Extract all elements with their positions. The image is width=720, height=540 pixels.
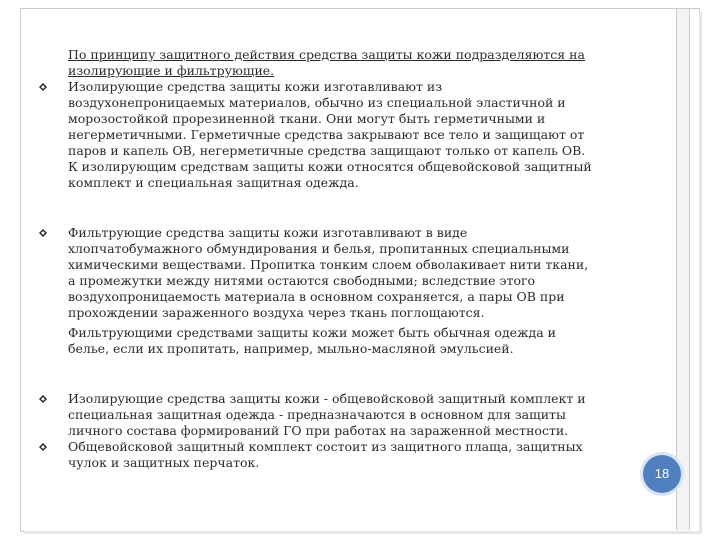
bullet-item-filtering: Фильтрующие средства защиты кожи изготавливают в виде <box>38 225 638 241</box>
text-line: воздухопроницаемость материала в основном сохраняется, а пары ОВ при <box>68 289 565 304</box>
text-line: К изолирующим средствам защиты кожи относятся общевойсковой защитный <box>68 159 592 174</box>
intro-line: изолирующие и фильтрующие. <box>68 63 275 78</box>
text-line: воздухонепроницаемых материалов, обычно из специальной эластичной и <box>68 95 566 110</box>
text-line: комплект и специальная защитная одежда. <box>68 175 359 190</box>
slide-right-bar <box>676 9 690 530</box>
text-line: а промежутки между нитями остаются свободными; вследствие этого <box>68 273 536 288</box>
text-line: белье, если их пропитать, например, мыльно-масляной эмульсией. <box>68 341 514 356</box>
text-line: Фильтрующими средствами защиты кожи может быть обычная одежда и <box>68 325 557 340</box>
slide-content <box>38 47 638 471</box>
text-line: прохождении зараженного воздуха через ткань поглощаются. <box>68 305 485 320</box>
bullet-icon <box>38 228 48 238</box>
text-line: специальная защитная одежда - предназначаются в основном для защиты <box>68 407 566 422</box>
bullet-item-kit-composition: Общевойсковой защитный комплект состоит из защитного плаща, защитных <box>38 439 638 455</box>
text-line: морозостойкой прорезиненной ткани. Они могут быть герметичными и <box>68 111 546 126</box>
bullet-item-isolating: Изолирующие средства защиты кожи изготавливают из <box>38 79 638 95</box>
text-line: химическими веществами. Пропитка тонким слоем обволакивает нити ткани, <box>68 257 589 272</box>
bullet-icon <box>38 82 48 92</box>
slide-shadow-right <box>699 12 702 532</box>
slide-shadow-bottom <box>24 531 702 534</box>
bullet-icon <box>38 394 48 404</box>
text-line: чулок и защитных перчаток. <box>68 455 260 470</box>
text-line: хлопчатобумажного обмундирования и белья, пропитанных специальными <box>68 241 570 256</box>
page-number-badge: 18 <box>643 455 681 493</box>
text-line: личного состава формирований ГО при работах на зараженной местности. <box>68 423 569 438</box>
intro-line: По принципу защитного действия средства защиты кожи подразделяются на <box>68 47 585 62</box>
text-line: паров и капель ОВ, негерметичные средства защищают только от капель ОВ. <box>68 143 586 158</box>
text-line: негерметичными. Герметичные средства закрывают все тело и защищают от <box>68 127 585 142</box>
bullet-item-isolating-kit: Изолирующие средства защиты кожи - общевойсковой защитный комплект и <box>38 391 638 407</box>
bullet-icon <box>38 442 48 452</box>
